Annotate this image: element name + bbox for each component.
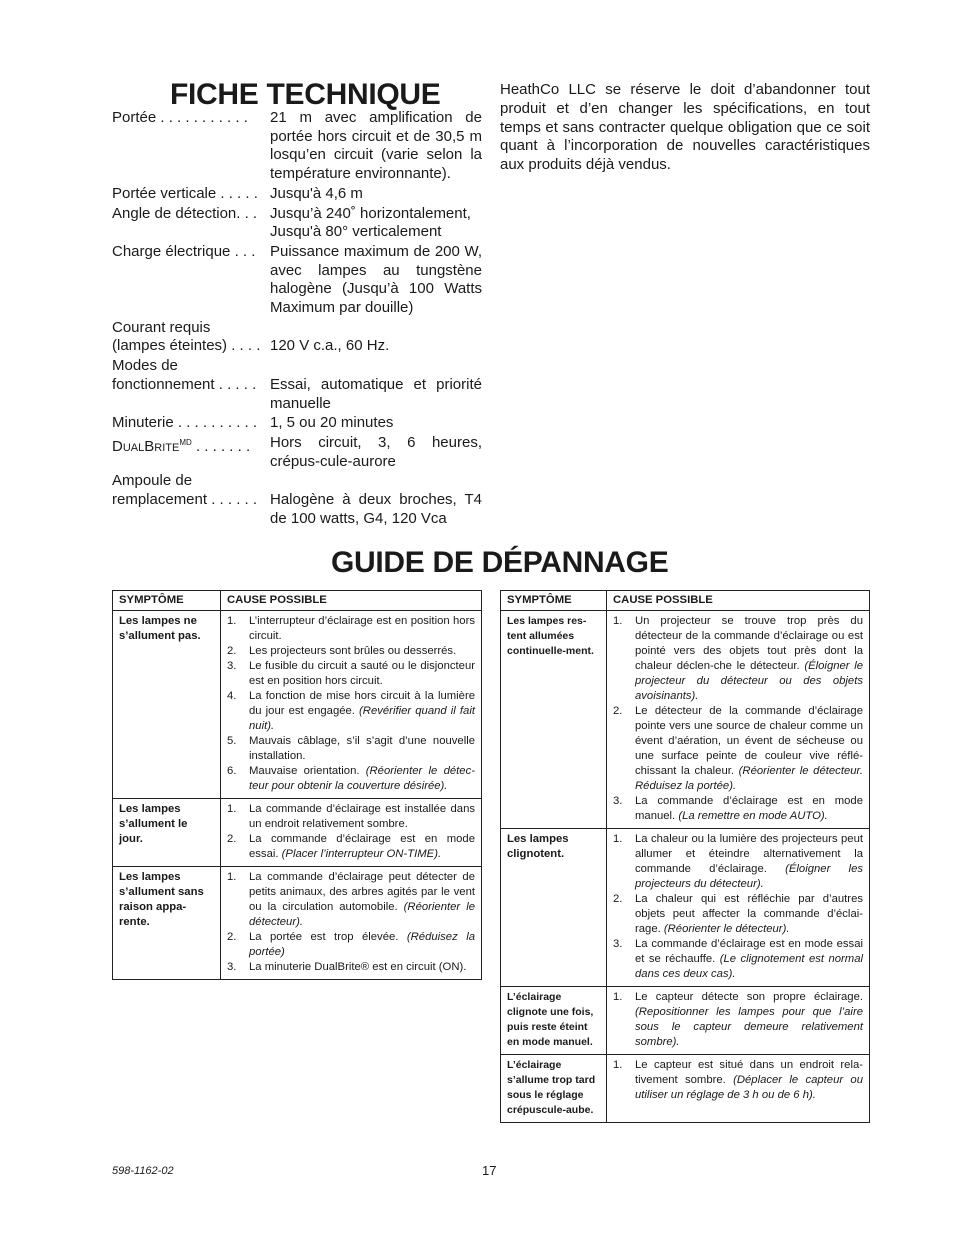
spec-value: Halogène à deux broches, T4 de 100 watts, G4, 120 Vca [270, 491, 482, 527]
symptom-cell: Les lampes clignotent. [501, 829, 607, 987]
spec-label: Courant requis (lampes éteintes) . . . . [112, 318, 261, 355]
spec-value: Puissance maximum de 200 W, avec lampes au tungstène halogène (Jusqu’à 100 Watts Maximum par douille) [270, 242, 482, 317]
spec-list [112, 109, 482, 528]
symptom-cell: Les lampes s’allument sans raison appa-rente. [113, 867, 221, 980]
document-code: 598-1162-02 [112, 1165, 174, 1177]
guide-depannage-title: GUIDE DE DÉPANNAGE [331, 546, 669, 579]
spec-row [112, 472, 482, 528]
spec-value: Hors circuit, 3, 6 heures, crépus-cule-aurore [270, 433, 482, 470]
troubleshooting-table-left [112, 590, 482, 980]
cause-cell [221, 611, 482, 799]
cause-item: 3. La commande d’éclairage est en mode manuel. (La remettre en mode AUTO). [613, 795, 863, 822]
table-row [113, 799, 482, 867]
spec-label: Portée verticale . . . . . [112, 184, 258, 202]
troubleshooting-table-right [500, 590, 870, 1123]
spec-row [112, 357, 482, 413]
cause-item: 5. Mauvais câblage, s’il s’agit d’une nouvelle installation. [227, 735, 475, 762]
spec-row [112, 414, 482, 433]
symptom-cell: Les lampes s’allument le jour. [113, 799, 221, 867]
column-header-symptom: SYMPTÔME [501, 591, 607, 611]
cause-cell [607, 829, 870, 987]
spec-label: Charge électrique . . . [112, 242, 256, 260]
spec-label: $DUALBRITE^{MD}$ . . . . . . . [112, 437, 251, 455]
table-row [501, 1055, 870, 1123]
cause-item: 1. Le capteur détecte son propre éclairage. (Repositionner les lampes pour que l’aire sous le capteur demeure relativement sombre). [613, 991, 863, 1048]
table-row [501, 987, 870, 1055]
page-number: 17 [482, 1163, 497, 1178]
spec-row [112, 185, 482, 204]
table-row [113, 611, 482, 799]
cause-cell [221, 867, 482, 980]
cause-cell [607, 611, 870, 829]
column-header-symptom: SYMPTÔME [113, 591, 221, 611]
spec-value: 1, 5 ou 20 minutes [270, 414, 394, 432]
spec-label: Modes de fonctionnement . . . . . [112, 357, 257, 393]
spec-value: Jusqu’à 240˚ horizontalement, Jusqu'à 80° verticalement [270, 204, 471, 241]
spec-value: Essai, automatique et priorité manuelle [270, 375, 482, 412]
column-header-cause: CAUSE POSSIBLE [607, 591, 870, 611]
spec-label: Portée . . . . . . . . . . . [112, 109, 248, 126]
cause-item: 2. La commande d’éclairage est en mode essai. (Placer l’interrupteur ON-TIME). [227, 833, 475, 860]
cause-item: 3. La minuterie DualBrite® est en circuit (ON). [227, 961, 467, 973]
table-row [501, 829, 870, 987]
spec-value: 120 V c.a., 60 Hz. [270, 337, 390, 355]
cause-cell [607, 987, 870, 1055]
cause-item: 1. La commande d’éclairage peut détecter de petits animaux, des arbres agités par le vent ou la circulation automobile. (Réorienter le détecteur). [227, 871, 475, 928]
cause-item: 3. La commande d’éclairage est en mode essai et se réchauffe. (Le clignotement est normal dans ces deux cas). [613, 938, 863, 980]
cause-item: 2. Les projecteurs sont brûles ou desserrés. [227, 645, 457, 657]
symptom-cell: L’éclairage s’allume trop tard sous le réglage crépuscule-aube. [501, 1055, 607, 1123]
symptom-cell: Les lampes ne s’allument pas. [113, 611, 221, 799]
spec-row [112, 205, 482, 242]
cause-item: 6. Mauvaise orientation. (Réorienter le détec-teur pour obtenir la couverture désirée). [227, 765, 475, 792]
spec-row [112, 434, 482, 471]
column-header-cause: CAUSE POSSIBLE [221, 591, 482, 611]
cause-item: 1. Un projecteur se trouve trop près du détecteur de la commande d’éclairage ou est pointé vers des objets tout près dont la chaleur déclen-che le détecteur. (Éloigner le projecteur du détecteur ou des objets avoisinants). [613, 615, 863, 702]
symptom-cell: L’éclairage clignote une fois, puis reste éteint en mode manuel. [501, 987, 607, 1055]
fiche-technique-title: FICHE TECHNIQUE [170, 78, 441, 111]
spec-label: Minuterie . . . . . . . . . . [112, 414, 258, 432]
cause-item: 1. La commande d’éclairage est installée dans un endroit relativement sombre. [227, 803, 475, 830]
cause-item: 1. Le capteur est situé dans un endroit rela-tivement sombre. (Déplacer le capteur ou utiliser un réglage de 3 h ou de 6 h). [613, 1059, 863, 1101]
notice-paragraph: HeathCo LLC se réserve le doit d’abandonner tout produit et d’en changer les spécifications, en tout temps et sans contracter quelque obligation que ce soit quant à l’incorporation de nouvelles caractéristiques aux produits déjà vendus. [500, 81, 870, 174]
table-row [501, 611, 870, 829]
cause-item: 4. La fonction de mise hors circuit à la lumière du jour est engagée. (Revérifier quand il fait nuit). [227, 690, 475, 732]
spec-label: Angle de détection. . . [112, 204, 258, 222]
cause-item: 3. Le fusible du circuit a sauté ou le disjoncteur est en position hors circuit. [227, 660, 475, 687]
spec-value: Jusqu'à 4,6 m [270, 184, 363, 202]
spec-label: Ampoule de remplacement . . . . . . [112, 472, 258, 509]
cause-cell [607, 1055, 870, 1123]
cause-cell [221, 799, 482, 867]
spec-row [112, 243, 482, 318]
cause-item: 2. La portée est trop élevée. (Réduisez la portée) [227, 931, 475, 958]
table-header-row [113, 591, 482, 611]
spec-value: 21 m avec amplification de portée hors circuit et de 30,5 m losqu’en circuit (varie selon la température environnante). [270, 109, 482, 183]
table-row [113, 867, 482, 980]
spec-row [112, 319, 482, 356]
symptom-cell: Les lampes res-tent allumées continuelle-ment. [501, 611, 607, 829]
cause-item: 2. Le détecteur de la commande d’éclairage pointe vers une source de chaleur comme un évent d’aération, un évent de sécheuse ou une surface peinte de couleur vive réflé-chissant la chaleur. (Réorienter le détecteur. Réduisez la portée). [613, 705, 864, 792]
cause-item: 2. La chaleur qui est réfléchie par d’autres objets peut affecter la commande d’éclai-rage. (Réorienter le détecteur). [613, 893, 863, 935]
cause-item: 1. L’interrupteur d’éclairage est en position hors circuit. [227, 615, 475, 642]
cause-item: 1. La chaleur ou la lumière des projecteurs peut allumer et éteindre alternativement la commande d’éclairage. (Éloigner les projecteurs du détecteur). [613, 833, 864, 890]
spec-row [112, 109, 482, 184]
table-header-row [501, 591, 870, 611]
